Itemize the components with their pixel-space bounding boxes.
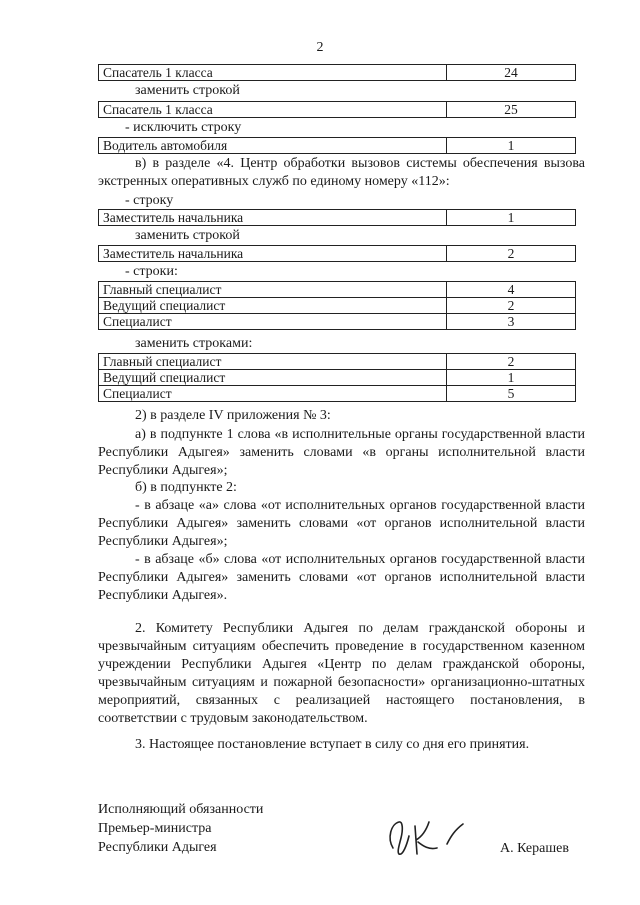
note-row: - строку	[125, 193, 174, 208]
note-rows: - строки:	[125, 264, 178, 279]
position-count: 1	[447, 370, 576, 386]
position-count: 2	[447, 246, 576, 262]
signatory-line-2: Премьер-министра	[98, 821, 212, 836]
position-name: Ведущий специалист	[99, 298, 447, 314]
clause-3: 3. Настоящее постановление вступает в силу со дня его принятия.	[135, 737, 530, 752]
paragraph-2a: а) в подпункте 1 слова «в исполнительные органы государственной власти Республики Адыгея» заменить словами «в органы исполнительной власти Республики Адыгея»;	[98, 427, 585, 478]
paragraph-2b-a: - в абзаце «а» слова «от исполнительных органов государственной власти Республики Адыгея» заменить словами «от органов исполнительной власти Республики Адыгея»;	[98, 498, 585, 549]
paragraph-v: в) в разделе «4. Центр обработки вызовов системы обеспечения вызова экстренных оперативных служб по единому номеру «112»:	[98, 156, 585, 189]
note-replace-row: заменить строкой	[135, 83, 240, 98]
position-name: Главный специалист	[99, 282, 447, 298]
table-row	[99, 386, 576, 402]
position-count: 25	[447, 102, 576, 118]
staff-table-2	[98, 101, 576, 118]
table-row	[99, 314, 576, 330]
position-name: Ведущий специалист	[99, 370, 447, 386]
note-exclude-row: - исключить строку	[125, 120, 242, 135]
position-name: Специалист	[99, 314, 447, 330]
paragraph-2b: б) в подпункте 2:	[135, 480, 237, 495]
handwritten-signature	[385, 810, 475, 860]
staff-table-5	[98, 245, 576, 262]
table-row	[99, 102, 576, 118]
position-name: Водитель автомобиля	[99, 138, 447, 154]
position-count: 4	[447, 282, 576, 298]
staff-table-4	[98, 209, 576, 226]
table-row	[99, 138, 576, 154]
position-name: Заместитель начальника	[99, 246, 447, 262]
clause-2: 2. Комитету Республики Адыгея по делам гражданской обороны и чрезвычайным ситуациям обеспечить проведение в государственном казенном учреждении Республики Адыгея «Центр по делам гражданской обороны, чрезвычайным ситуациям и пожарной безопасности» организационно-штатных мероприятий, связанных с реализацией настоящего постановления, в соответствии с трудовым законодательством.	[98, 621, 585, 726]
signatory-title	[98, 800, 263, 857]
table-row	[99, 246, 576, 262]
position-name: Заместитель начальника	[99, 210, 447, 226]
signatory-line-3: Республики Адыгея	[98, 840, 217, 855]
note-replace-row: заменить строкой	[135, 228, 240, 243]
table-row	[99, 354, 576, 370]
paragraph-2b-b: - в абзаце «б» слова «от исполнительных органов государственной власти Республики Адыгея» заменить словами «от органов исполнительной власти Республики Адыгея».	[98, 552, 585, 603]
position-count: 24	[447, 65, 576, 81]
signatory-line-1: Исполняющий обязанности	[98, 802, 264, 817]
table-row	[99, 65, 576, 81]
position-count: 3	[447, 314, 576, 330]
table-row	[99, 282, 576, 298]
signatory-name: А. Керашев	[500, 841, 569, 856]
table-row	[99, 370, 576, 386]
note-replace-rows: заменить строками:	[135, 336, 253, 351]
staff-table-3	[98, 137, 576, 154]
position-name: Специалист	[99, 386, 447, 402]
section-iv-intro: 2) в разделе IV приложения № 3:	[135, 408, 331, 423]
position-name: Спасатель 1 класса	[99, 65, 447, 81]
staff-table-1	[98, 64, 576, 81]
staff-table-7	[98, 353, 576, 402]
position-count: 2	[447, 298, 576, 314]
page-number: 2	[316, 40, 324, 55]
position-count: 5	[447, 386, 576, 402]
position-count: 2	[447, 354, 576, 370]
position-name: Главный специалист	[99, 354, 447, 370]
position-count: 1	[447, 138, 576, 154]
position-name: Спасатель 1 класса	[99, 102, 447, 118]
table-row	[99, 210, 576, 226]
table-row	[99, 298, 576, 314]
staff-table-6	[98, 281, 576, 330]
position-count: 1	[447, 210, 576, 226]
